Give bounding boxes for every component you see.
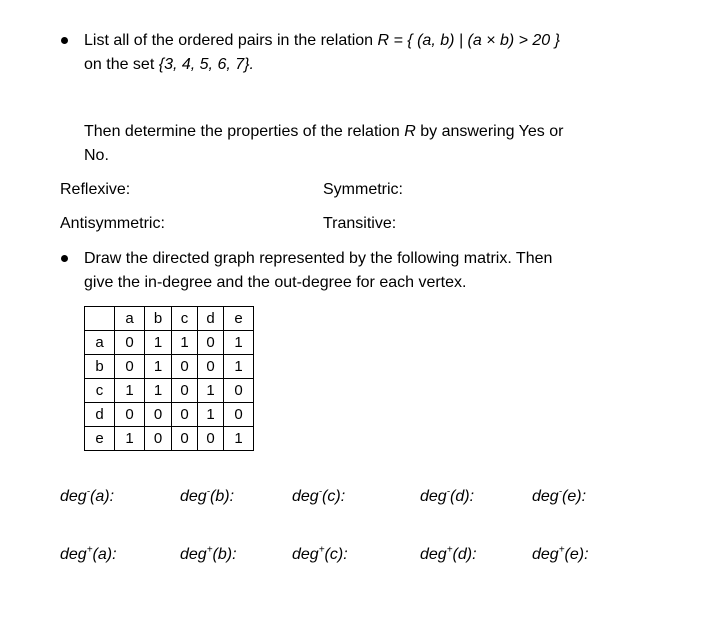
- q1-then-text-b: by answering Yes or: [420, 123, 564, 140]
- matrix-cell: 0: [224, 403, 254, 427]
- in-degree-d: deg-(d):: [420, 486, 475, 505]
- matrix-corner-cell: [85, 307, 115, 331]
- out-degree-b: deg+(b):: [180, 544, 237, 563]
- matrix-cell: 0: [172, 355, 198, 379]
- matrix-column-header: a: [115, 307, 145, 331]
- q1-set: {3, 4, 5, 6, 7}.: [158, 56, 254, 73]
- matrix-cell: 1: [198, 403, 224, 427]
- bullet-icon: [61, 37, 68, 44]
- matrix-column-header: b: [145, 307, 172, 331]
- q1-then-line1: [84, 120, 563, 143]
- matrix-cell: 0: [224, 379, 254, 403]
- matrix-cell: 1: [145, 331, 172, 355]
- adjacency-matrix: [84, 306, 254, 451]
- in-degree-c: deg-(c):: [292, 486, 346, 505]
- matrix-cell: 1: [224, 331, 254, 355]
- matrix-cell: 1: [224, 427, 254, 451]
- matrix-cell: 1: [115, 379, 145, 403]
- q1-then-r: R: [404, 123, 416, 140]
- q1-then-line2: No.: [84, 147, 109, 164]
- matrix-cell: 1: [145, 379, 172, 403]
- q1-prompt: List all of the ordered pairs in the relation: [84, 32, 374, 49]
- matrix-cell: 1: [172, 331, 198, 355]
- matrix-row: [85, 379, 254, 403]
- bullet-icon: [61, 255, 68, 262]
- matrix-cell: 0: [115, 355, 145, 379]
- matrix-cell: 0: [172, 403, 198, 427]
- matrix-column-header: e: [224, 307, 254, 331]
- matrix-cell: 1: [224, 355, 254, 379]
- matrix-cell: 0: [172, 379, 198, 403]
- matrix-row-header: e: [85, 427, 115, 451]
- matrix-row-header: c: [85, 379, 115, 403]
- matrix-cell: 0: [145, 403, 172, 427]
- matrix-cell: 0: [145, 427, 172, 451]
- matrix-cell: 1: [198, 379, 224, 403]
- out-degree-e: deg+(e):: [532, 544, 589, 563]
- matrix-cell: 0: [115, 403, 145, 427]
- matrix-cell: 0: [198, 355, 224, 379]
- q1-prompt-line: [84, 29, 560, 52]
- matrix-cell: 0: [198, 331, 224, 355]
- q2-line2: give the in-degree and the out-degree for each vertex.: [84, 274, 467, 291]
- matrix-cell: 0: [172, 427, 198, 451]
- q1-on-set: on the set: [84, 56, 155, 73]
- symmetric-label: Symmetric:: [323, 181, 403, 198]
- antisymmetric-label: Antisymmetric:: [60, 215, 165, 232]
- out-degree-a: deg+(a):: [60, 544, 117, 563]
- q1-set-line: [84, 53, 254, 76]
- transitive-label: Transitive:: [323, 215, 397, 232]
- out-degree-c: deg+(c):: [292, 544, 348, 563]
- matrix-column-header: d: [198, 307, 224, 331]
- q2-line1: Draw the directed graph represented by the following matrix. Then: [84, 250, 553, 267]
- matrix-row-header: a: [85, 331, 115, 355]
- matrix-row: [85, 403, 254, 427]
- in-degree-e: deg-(e):: [532, 486, 587, 505]
- in-degree-a: deg-(a):: [60, 486, 115, 505]
- in-degree-b: deg-(b):: [180, 486, 235, 505]
- matrix-header-row: [85, 307, 254, 331]
- matrix-column-header: c: [172, 307, 198, 331]
- matrix-cell: 0: [115, 331, 145, 355]
- out-degree-d: deg+(d):: [420, 544, 477, 563]
- matrix-row: [85, 331, 254, 355]
- matrix-cell: 0: [198, 427, 224, 451]
- matrix-cell: 1: [115, 427, 145, 451]
- matrix-row-header: b: [85, 355, 115, 379]
- matrix-row: [85, 355, 254, 379]
- reflexive-label: Reflexive:: [60, 181, 131, 198]
- q1-then-text-a: Then determine the properties of the relation: [84, 123, 400, 140]
- q1-relation: R = { (a, b) | (a × b) > 20 }: [377, 32, 560, 49]
- matrix-row-header: d: [85, 403, 115, 427]
- matrix-cell: 1: [145, 355, 172, 379]
- matrix-row: [85, 427, 254, 451]
